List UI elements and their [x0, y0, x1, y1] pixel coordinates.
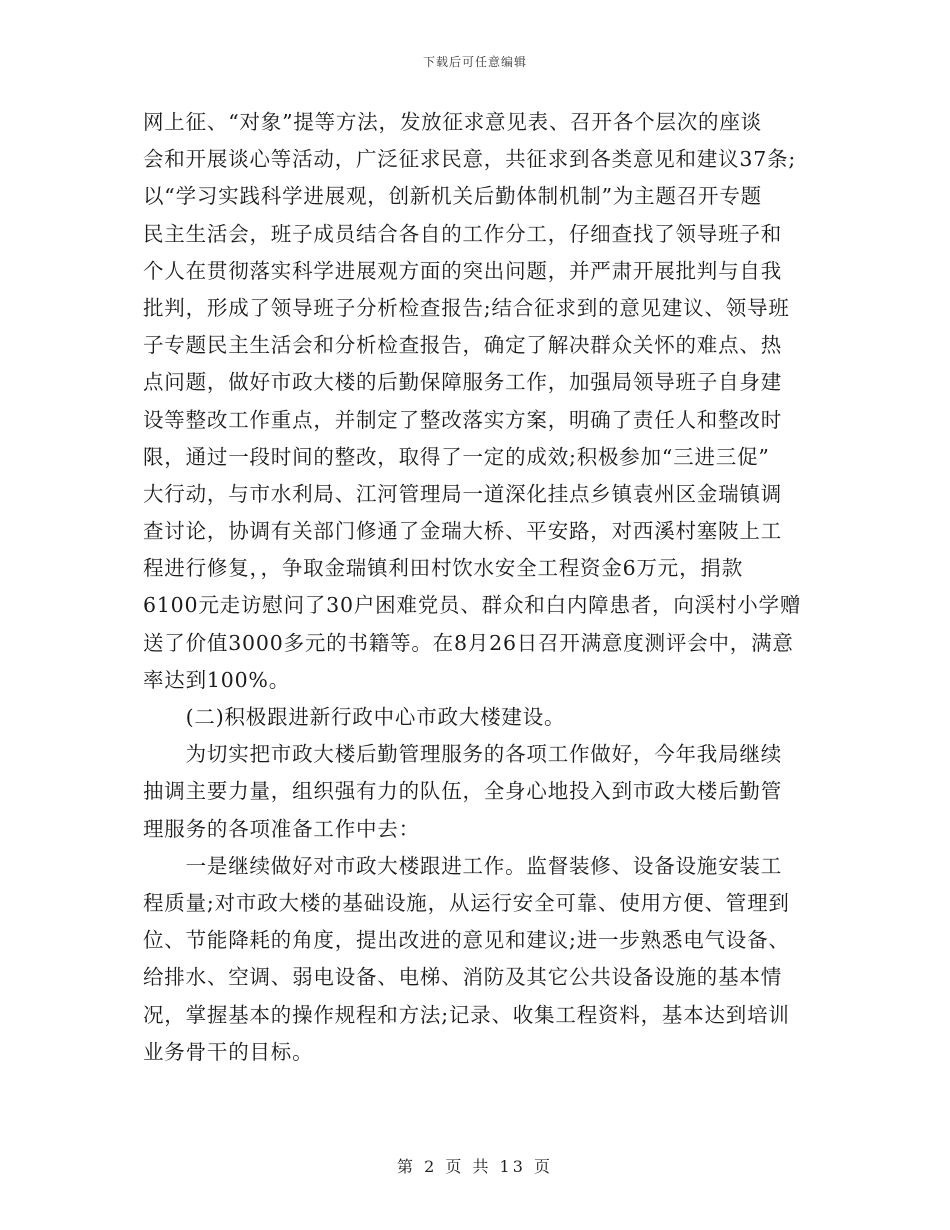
text-line: 位、节能降耗的角度，提出改进的意见和建议;进一步熟悉电气设备、 — [143, 928, 790, 953]
text-line: 给排水、空调、弱电设备、电梯、消防及其它公共设备设施的基本情 — [143, 965, 782, 990]
text-line: 抽调主要力量，组织强有力的队伍，全身心地投入到市政大楼后勤管 — [143, 779, 782, 804]
page-header: 下载后可任意编辑 — [422, 55, 527, 69]
text-line: 率达到100%。 — [143, 667, 291, 692]
text-line: 为切实把市政大楼后勤管理服务的各项工作做好，今年我局继续 — [143, 742, 782, 767]
text-line: 6100元走访慰问了30户困难党员、群众和白内障患者，向渓村小学赠 — [143, 593, 802, 618]
text-line: 网上征、“对象”提等方法，发放征求意见表、召开各个层次的座谈 — [143, 110, 762, 134]
text-line: 程质量;对市政大楼的基础设施，从运行安全可靠、使用方便、管理到 — [143, 890, 790, 915]
text-line: 限，通过一段时间的整改，取得了一定的成效;积极参加“三进三促” — [143, 444, 770, 469]
text-line: 送了价值3000多元的书籍等。在8月26日召开满意度测评会中，满意 — [143, 630, 794, 655]
text-line: 批判，形成了领导班子分析检查报告;结合征求到的意见建议、领导班 — [143, 295, 790, 320]
text-line: 个人在贯彻落实科学进展观方面的突出问题，并严肃开展批判与自我 — [143, 258, 782, 283]
text-line: 况，掌握基本的操作规程和方法;记录、收集工程资料，基本达到培训 — [143, 1002, 790, 1027]
text-line: 民主生活会，班子成员结合各自的工作分工，仔细查找了领导班子和 — [143, 221, 782, 246]
text-line: 大行动，与市水利局、江河管理局一道深化挂点乡镇袁州区金瑞镇调 — [143, 481, 782, 506]
text-line: 点问题，做好市政大楼的后勤保障服务工作，加强局领导班子自身建 — [143, 370, 782, 395]
text-line: 设等整改工作重点，并制定了整改落实方案，明确了责任人和整改时 — [143, 407, 782, 432]
text-line: 一是继续做好对市政大楼跟进工作。监督装修、设备设施安装工 — [143, 853, 782, 878]
text-line: 以“学习实践科学进展观，创新机关后勤体制机制”为主题召开专题 — [143, 184, 762, 209]
section-heading: (二)积极跟进新行政中心市政大楼建设。 — [143, 705, 566, 729]
text-line: 查讨论，协调有关部门修通了金瑞大桥、平安路，对西溪村塞陂上工 — [143, 519, 782, 544]
text-line: 会和开展谈心等活动，广泛征求民意，共征求到各类意见和建议37条; — [143, 147, 797, 172]
text-line: 子专题民主生活会和分析检查报告，确定了解决群众关怀的难点、热 — [143, 333, 782, 358]
text-line: 业务骨干的目标。 — [143, 1039, 314, 1064]
text-line: 程进行修复，，争取金瑞镇利田村饮水安全工程资金6万元，捐款 — [143, 556, 743, 581]
page-number-footer: 第 2 页 共 13 页 — [397, 1157, 553, 1176]
text-line: 理服务的各项准备工作中去： — [143, 816, 420, 841]
body-text — [143, 104, 811, 1071]
